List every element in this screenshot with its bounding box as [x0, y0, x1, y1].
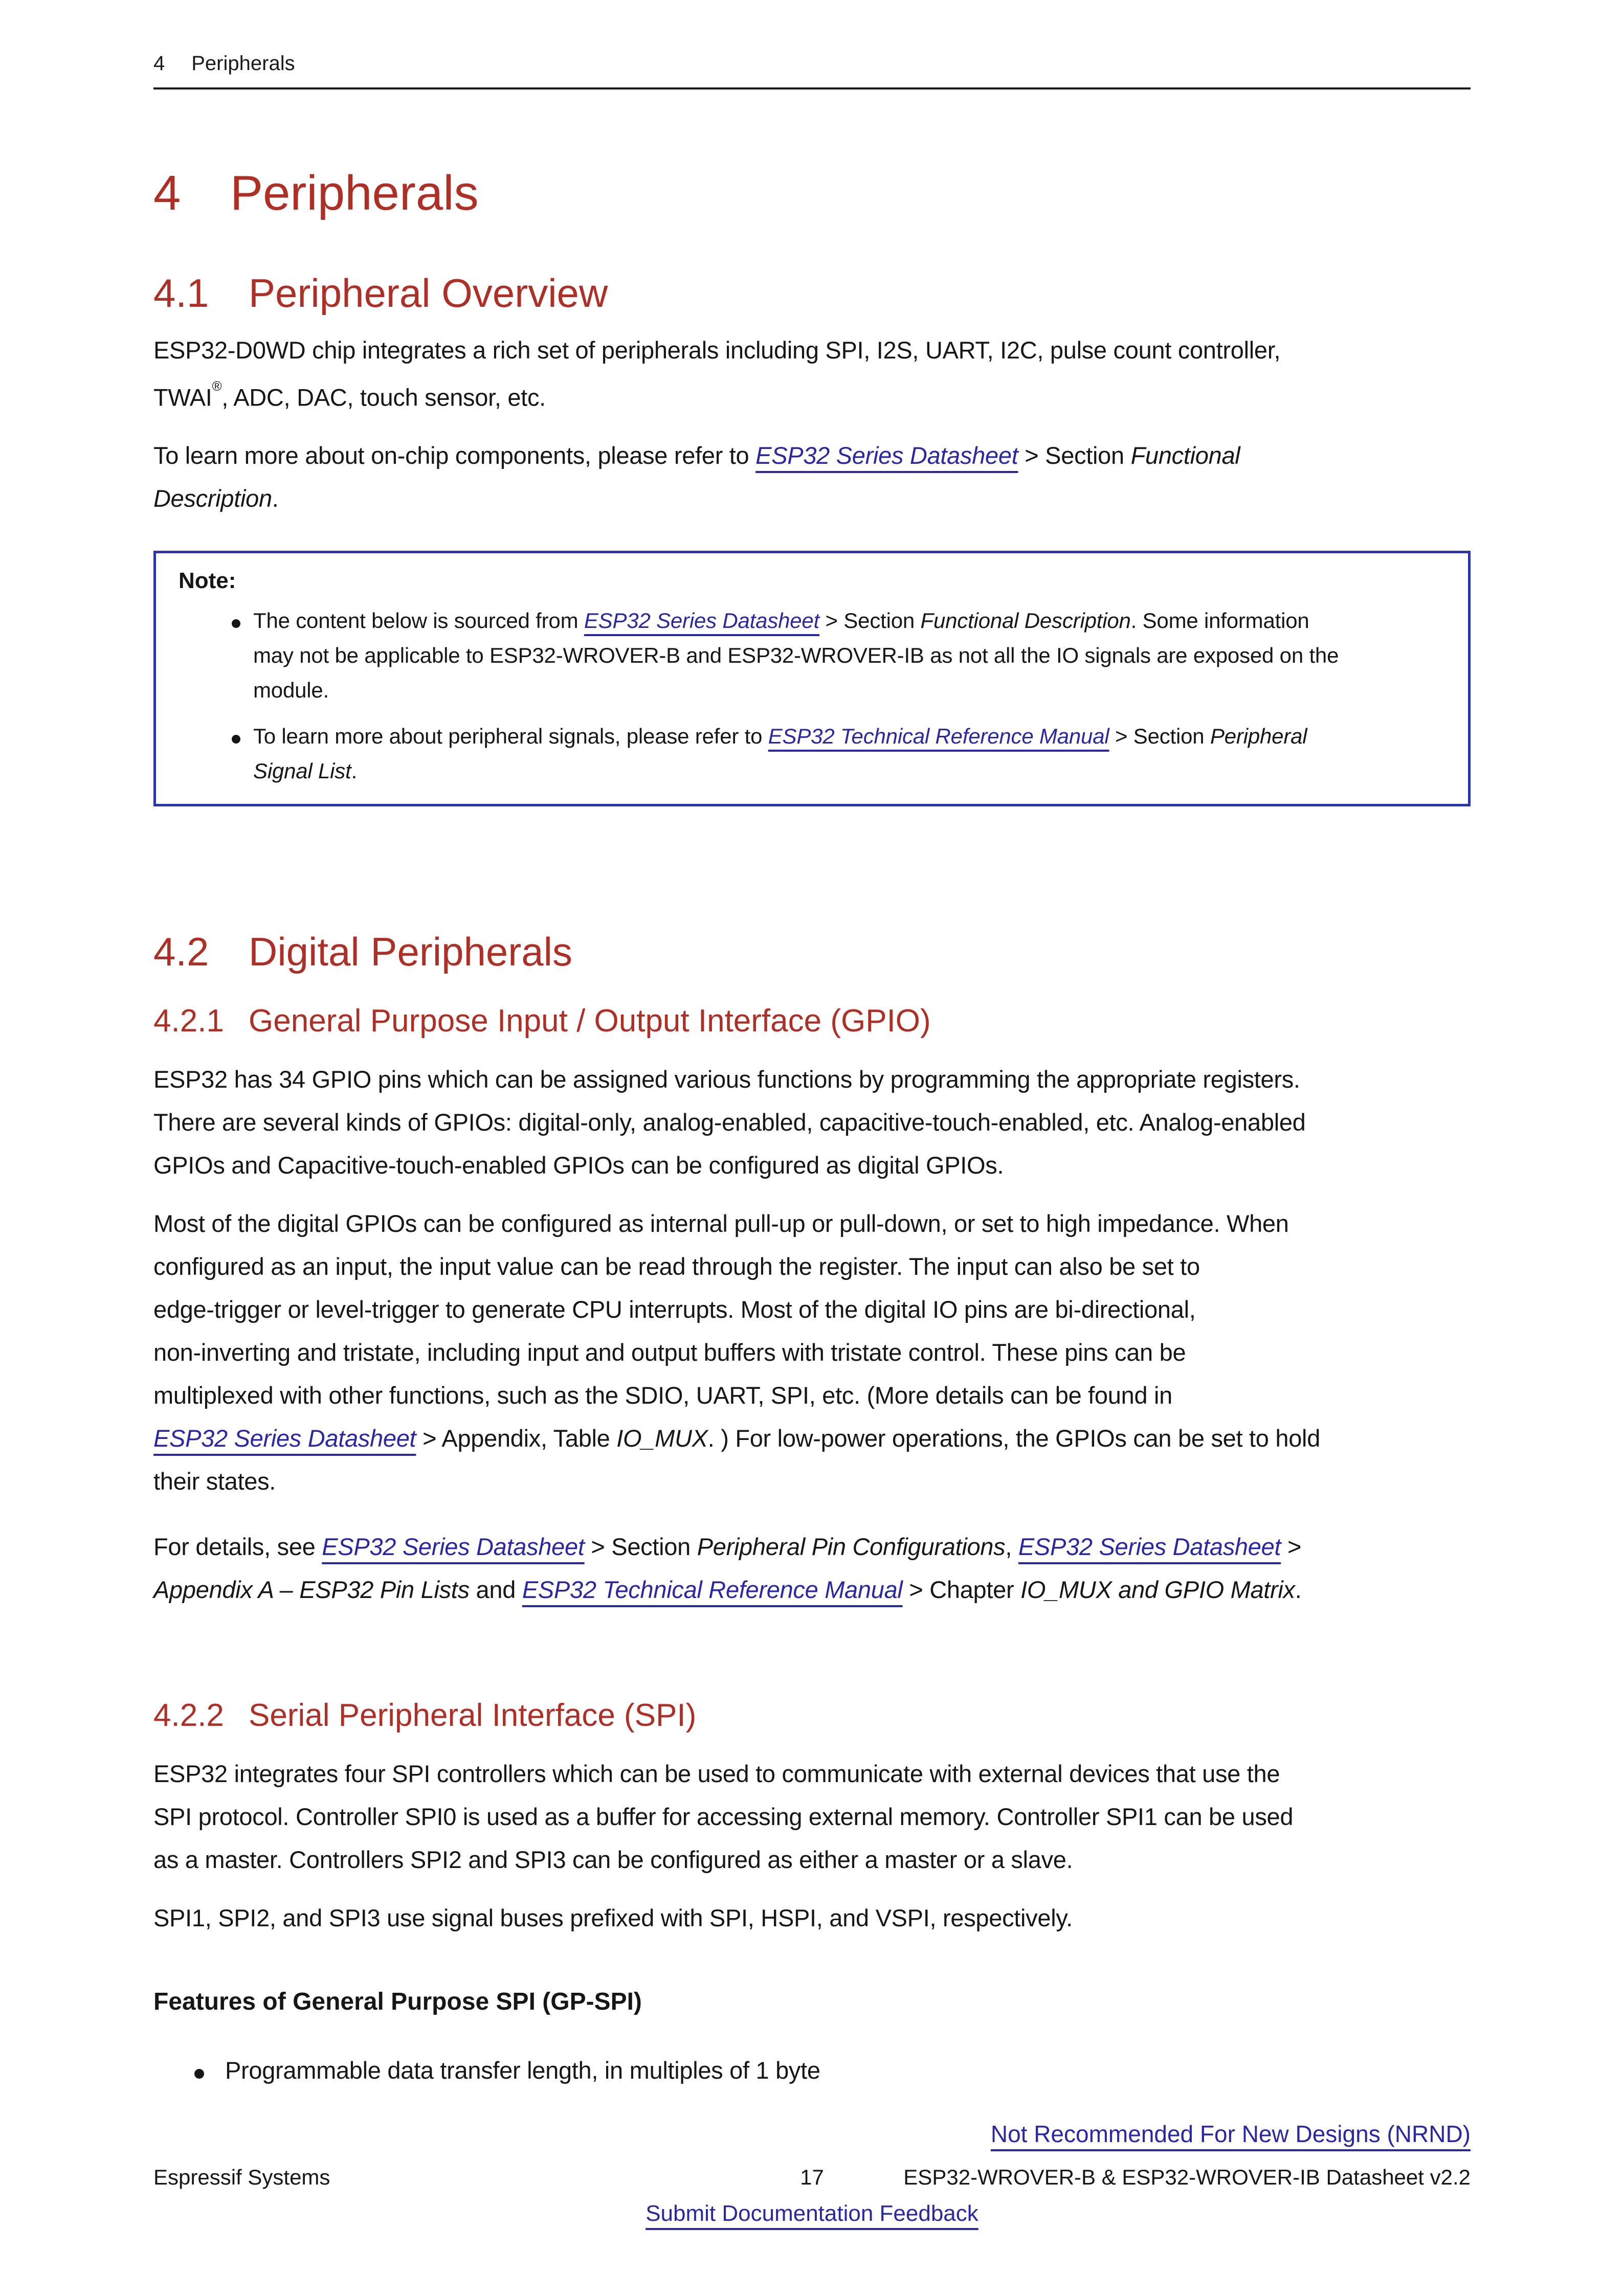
doc-link[interactable]: ESP32 Technical Reference Manual — [768, 724, 1109, 749]
feature-bullet-text — [225, 2049, 820, 2092]
header-section-number: 4 — [153, 52, 165, 75]
feedback-banner — [0, 2201, 1624, 2226]
note-bullet-text — [253, 603, 1448, 708]
text-run: Peripheral Pin Configurations — [697, 1533, 1006, 1561]
registered-trademark-symbol: ® — [212, 379, 222, 394]
doc-link[interactable]: ESP32 Series Datasheet — [153, 1425, 416, 1452]
text-run: IO_MUX — [616, 1425, 708, 1452]
text-run: . — [351, 759, 358, 783]
paragraph — [153, 1058, 1471, 1187]
text-run: > — [1281, 1533, 1302, 1561]
note-title: Note: — [179, 568, 236, 594]
text-run: Appendix A – ESP32 Pin Lists — [153, 1576, 470, 1604]
section-number: 4.2.1 — [153, 1003, 224, 1039]
text-run: module. — [253, 678, 329, 703]
doc-link[interactable]: ESP32 Series Datasheet — [755, 442, 1018, 469]
section-title: Peripheral Overview — [249, 270, 608, 316]
footer-page-number: 17 — [800, 2165, 824, 2189]
text-run: . — [1295, 1576, 1302, 1604]
paragraph — [153, 1897, 1471, 1940]
chapter-title: Peripherals — [230, 166, 479, 220]
paragraph — [153, 329, 1471, 419]
text-run: SPI protocol. Controller SPI0 is used as a buffer for accessing external memory. Controller SPI1 can be used — [153, 1803, 1294, 1831]
text-run: > Section — [584, 1533, 697, 1561]
bullet-dot-icon — [194, 2069, 204, 2079]
text-run: > Section — [1018, 442, 1131, 469]
doc-link[interactable]: ESP32 Series Datasheet — [322, 1533, 585, 1561]
text-run: , ADC, DAC, touch sensor, etc. — [221, 384, 546, 411]
bullet-dot-icon — [232, 619, 240, 628]
text-run: configured as an input, the input value can be read through the register. The input can also be set to — [153, 1253, 1200, 1280]
text-run: their states. — [153, 1468, 276, 1495]
text-run: Peripheral — [1210, 724, 1307, 749]
text-run: Signal List — [253, 759, 351, 783]
section-heading-4-2-2 — [153, 1698, 1471, 1733]
footer-doc-title: ESP32-WROVER-B & ESP32-WROVER-IB Datasheet v2.2 — [903, 2165, 1471, 2189]
footer-company: Espressif Systems — [153, 2165, 330, 2189]
text-run: multiplexed with other functions, such as the SDIO, UART, SPI, etc. (More details can be found in — [153, 1382, 1173, 1409]
text-run: ESP32 integrates four SPI controllers which can be used to communicate with external devices that use the — [153, 1760, 1280, 1788]
text-run: and — [469, 1576, 522, 1604]
paragraph — [153, 1525, 1471, 1611]
nrnd-banner — [991, 2120, 1471, 2148]
text-run: > Section — [1109, 724, 1210, 749]
section-heading-4-2-1 — [153, 1004, 1471, 1039]
text-run: > Appendix, Table — [416, 1425, 617, 1452]
page-header — [153, 52, 1471, 89]
section-number: 4.2 — [153, 929, 209, 975]
section-number: 4.1 — [153, 270, 209, 316]
text-run: non-inverting and tristate, including input and output buffers with tristate control. These pins can be — [153, 1339, 1186, 1366]
text-run: may not be applicable to ESP32-WROVER-B and ESP32-WROVER-IB as not all the IO signals are exposed on the — [253, 643, 1339, 668]
text-run: Functional Description — [920, 609, 1131, 633]
text-run: > Section — [819, 609, 921, 633]
section-heading-4-1 — [153, 272, 1471, 316]
text-run: , — [1005, 1533, 1018, 1561]
text-run: Most of the digital GPIOs can be configured as internal pull-up or pull-down, or set to high impedance. When — [153, 1210, 1289, 1237]
bullet-dot-icon — [232, 735, 240, 744]
text-run: as a master. Controllers SPI2 and SPI3 can be configured as either a master or a slave. — [153, 1846, 1073, 1874]
text-run: To learn more about on-chip components, please refer to — [153, 442, 756, 469]
paragraph — [153, 1202, 1471, 1503]
page-footer — [153, 2165, 1471, 2190]
page-content — [153, 168, 1471, 2092]
section-heading-4-2 — [153, 930, 1471, 974]
text-run: . ) For low-power operations, the GPIOs can be set to hold — [707, 1425, 1321, 1452]
feature-bullet-item — [153, 2049, 1471, 2092]
section-title: General Purpose Input / Output Interface (GPIO) — [249, 1003, 931, 1039]
text-run: ESP32-D0WD chip integrates a rich set of peripherals including SPI, I2S, UART, I2C, pulse count controller, — [153, 336, 1281, 364]
text-run: edge-trigger or level-trigger to generate CPU interrupts. Most of the digital IO pins are bi-directional, — [153, 1296, 1196, 1323]
nrnd-link[interactable]: Not Recommended For New Designs (NRND) — [990, 2121, 1471, 2147]
doc-link[interactable]: ESP32 Series Datasheet — [584, 609, 820, 633]
text-run: There are several kinds of GPIOs: digital-only, analog-enabled, capacitive-touch-enabled, etc. Analog-enabled — [153, 1109, 1306, 1136]
text-run: IO_MUX and GPIO Matrix — [1020, 1576, 1295, 1604]
features-heading: Features of General Purpose SPI (GP-SPI) — [153, 1988, 642, 2016]
text-run: Functional — [1130, 442, 1240, 469]
text-run: > Chapter — [902, 1576, 1021, 1604]
header-section-title: Peripherals — [191, 52, 295, 75]
note-bullet-text — [253, 719, 1448, 789]
text-run: Programmable data transfer length, in multiples of 1 byte — [225, 2057, 820, 2084]
text-run: Description — [153, 485, 272, 512]
text-run: ESP32 has 34 GPIO pins which can be assigned various functions by programming the appropriate registers. — [153, 1066, 1300, 1093]
note-box — [153, 551, 1471, 806]
text-run: GPIOs and Capacitive-touch-enabled GPIOs can be configured as digital GPIOs. — [153, 1152, 1004, 1179]
doc-link[interactable]: ESP32 Series Datasheet — [1018, 1533, 1281, 1561]
text-run: . Some information — [1130, 609, 1309, 633]
text-run: . — [272, 485, 279, 512]
text-run: The content below is sourced from — [253, 609, 584, 633]
section-title: Digital Peripherals — [249, 929, 572, 975]
text-run: TWAI — [153, 384, 212, 411]
chapter-heading — [153, 168, 1471, 219]
paragraph — [153, 434, 1471, 520]
text-run: SPI1, SPI2, and SPI3 use signal buses prefixed with SPI, HSPI, and VSPI, respectively. — [153, 1904, 1073, 1932]
paragraph — [153, 1752, 1471, 1881]
note-bullet-item — [179, 719, 1448, 789]
chapter-number: 4 — [153, 166, 181, 220]
text-run: To learn more about peripheral signals, please refer to — [253, 724, 768, 749]
doc-link[interactable]: ESP32 Technical Reference Manual — [522, 1576, 903, 1604]
section-title: Serial Peripheral Interface (SPI) — [249, 1698, 697, 1734]
text-run: For details, see — [153, 1533, 322, 1561]
note-bullet-item — [179, 603, 1448, 708]
feedback-link[interactable]: Submit Documentation Feedback — [646, 2201, 978, 2226]
section-number: 4.2.2 — [153, 1698, 224, 1734]
